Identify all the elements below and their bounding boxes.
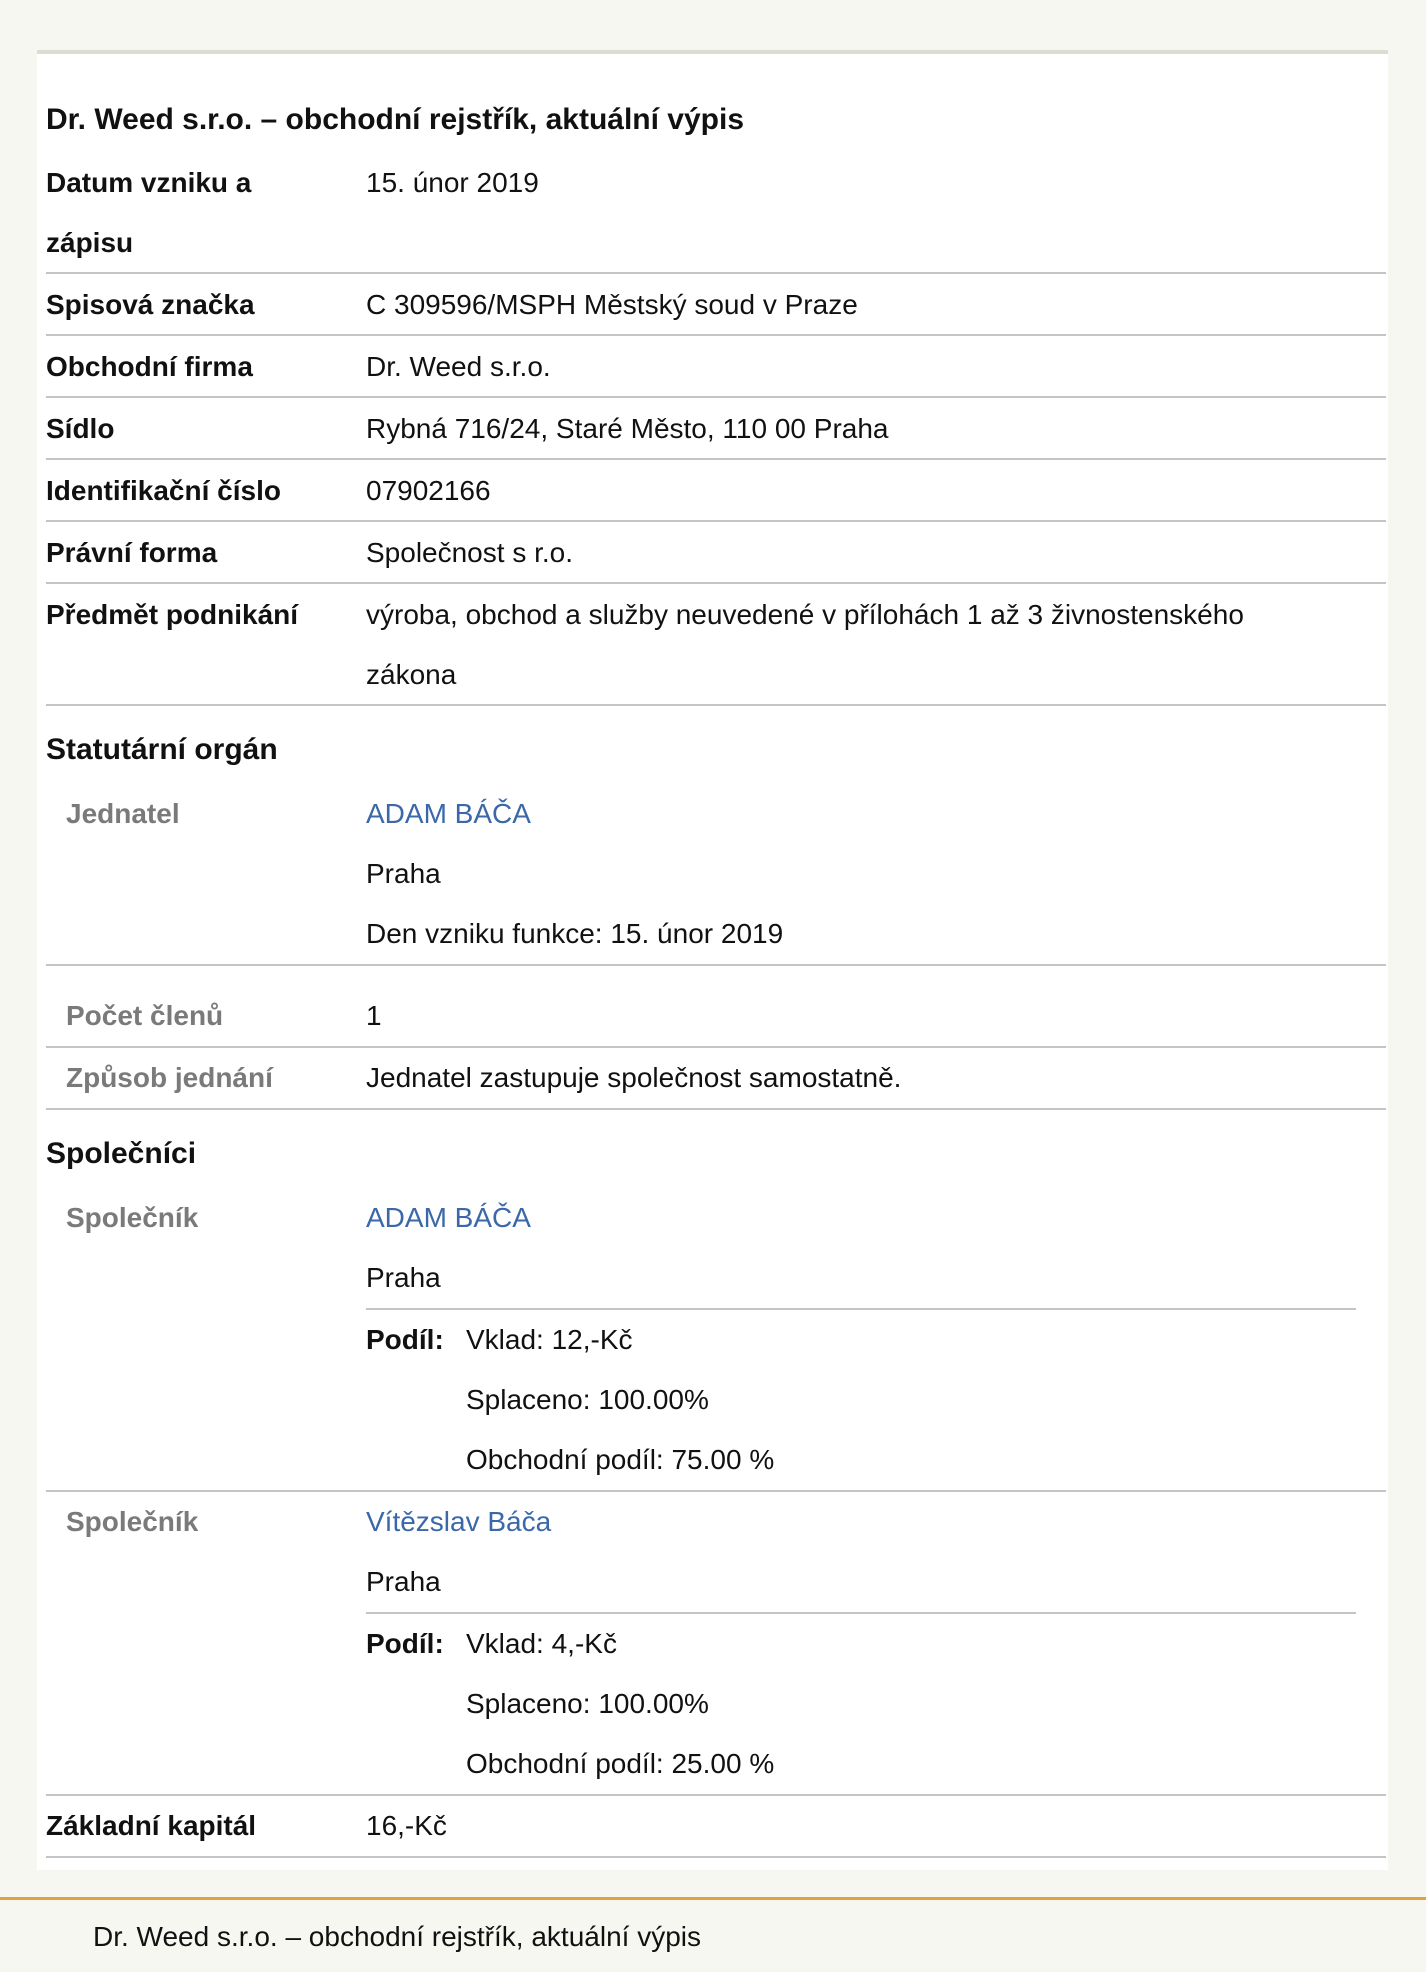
value-predmet-podnikani-line2: zákona	[366, 659, 457, 690]
value-sidlo: Rybná 716/24, Staré Město, 110 00 Praha	[366, 413, 889, 444]
label-zpusob-jednani: Způsob jednání	[66, 1062, 273, 1093]
divider	[46, 582, 1386, 584]
label-predmet-podnikani: Předmět podnikání	[46, 599, 299, 630]
link-spolecnik-name[interactable]: Vítězslav Báča	[366, 1506, 552, 1537]
label-spolecnik: Společník	[66, 1506, 199, 1537]
divider	[46, 1108, 1386, 1110]
label-zakladni-kapital: Základní kapitál	[46, 1810, 257, 1841]
divider	[46, 458, 1386, 460]
label-pravni-forma: Právní forma	[46, 537, 218, 568]
label-pocet-clenu: Počet členů	[66, 1000, 224, 1031]
divider	[46, 1490, 1386, 1492]
value-datum-vzniku: 15. únor 2019	[366, 167, 539, 198]
value-pocet-clenu: 1	[366, 1000, 382, 1031]
value-zakladni-kapital: 16,-Kč	[366, 1810, 447, 1841]
divider	[46, 1794, 1386, 1796]
label-jednatel: Jednatel	[66, 798, 180, 829]
value-splaceno: Splaceno: 100.00%	[466, 1384, 709, 1415]
footer-divider	[0, 1897, 1426, 1900]
value-pravni-forma: Společnost s r.o.	[366, 537, 574, 568]
label-podil: Podíl:	[366, 1324, 444, 1355]
divider	[46, 1046, 1386, 1048]
value-obchodni-podil: Obchodní podíl: 25.00 %	[466, 1748, 775, 1779]
value-splaceno: Splaceno: 100.00%	[466, 1688, 709, 1719]
section-heading-statutarni-organ: Statutární orgán	[46, 733, 278, 766]
value-spolecnik-city: Praha	[366, 1566, 441, 1597]
divider	[46, 272, 1386, 274]
value-obchodni-firma: Dr. Weed s.r.o.	[366, 351, 551, 382]
divider	[46, 396, 1386, 398]
value-spolecnik-city: Praha	[366, 1262, 441, 1293]
label-spolecnik: Společník	[66, 1202, 199, 1233]
label-datum-vzniku-line2: zápisu	[46, 227, 134, 258]
value-vklad: Vklad: 4,-Kč	[466, 1628, 617, 1659]
divider	[366, 1308, 1356, 1310]
label-identifikacni-cislo: Identifikační číslo	[46, 475, 281, 506]
divider	[46, 334, 1386, 336]
section-heading-spolecnici: Společníci	[46, 1137, 197, 1170]
value-jednatel-city: Praha	[366, 858, 441, 889]
footer-caption: Dr. Weed s.r.o. – obchodní rejstřík, aktuální výpis	[93, 1921, 701, 1952]
label-spisova-znacka: Spisová značka	[46, 289, 255, 320]
label-datum-vzniku: Datum vzniku a	[46, 167, 252, 198]
page-title: Dr. Weed s.r.o. – obchodní rejstřík, aktuální výpis	[46, 103, 744, 136]
divider	[46, 520, 1386, 522]
value-obchodni-podil: Obchodní podíl: 75.00 %	[466, 1444, 775, 1475]
divider	[366, 1612, 1356, 1614]
label-obchodni-firma: Obchodní firma	[46, 351, 253, 382]
link-spolecnik-name[interactable]: ADAM BÁČA	[366, 1202, 531, 1233]
value-vklad: Vklad: 12,-Kč	[466, 1324, 633, 1355]
divider	[46, 964, 1386, 966]
value-spisova-znacka: C 309596/MSPH Městský soud v Praze	[366, 289, 858, 320]
divider	[46, 704, 1386, 706]
link-jednatel-name[interactable]: ADAM BÁČA	[366, 798, 531, 829]
value-jednatel-since: Den vzniku funkce: 15. únor 2019	[366, 918, 784, 949]
divider	[46, 1856, 1386, 1858]
value-zpusob-jednani: Jednatel zastupuje společnost samostatně.	[366, 1062, 902, 1093]
value-identifikacni-cislo: 07902166	[366, 475, 491, 506]
value-predmet-podnikani: výroba, obchod a služby neuvedené v přílohách 1 až 3 živnostenského	[366, 599, 1244, 630]
label-podil: Podíl:	[366, 1628, 444, 1659]
label-sidlo: Sídlo	[46, 413, 115, 444]
